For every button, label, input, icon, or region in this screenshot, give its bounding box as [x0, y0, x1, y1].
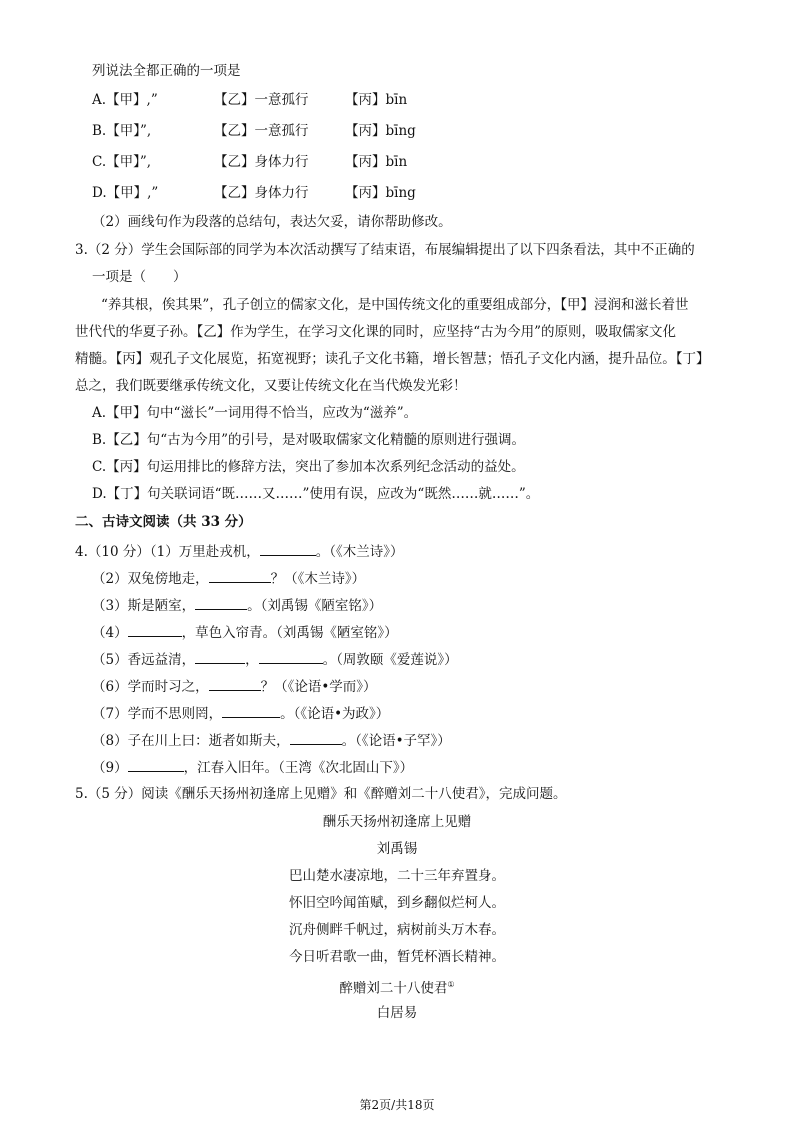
poem-line: 沉舟侧畔千帆过，病树前头万木春。 — [289, 922, 505, 938]
poem-author: 白居易 — [376, 1005, 418, 1021]
poem-title — [0, 976, 794, 998]
answer-blank — [222, 703, 280, 718]
q2-option-c — [92, 153, 512, 171]
q4-item-5 — [92, 649, 458, 669]
option-letter: D.【甲】,” — [92, 185, 159, 201]
option-bing: 【丙】bīng — [345, 123, 416, 139]
q3-option-d: D.【丁】句关联词语“既……又……”使用有误，应改为“既然……就……”。 — [92, 486, 540, 502]
q4-item-2 — [92, 568, 365, 588]
q2-option-a — [92, 91, 512, 109]
answer-blank — [259, 649, 323, 664]
q4-item-4 — [92, 622, 398, 642]
q3-stem-line1: 3.（2 分）学生会国际部的同学为本次活动撰写了结束语，布展编辑提出了以下四条看法，其中不正确的 — [75, 242, 695, 258]
answer-blank — [290, 730, 342, 745]
item-suffix: ？（《木兰诗》） — [270, 571, 366, 587]
item-prefix: （8）子在川上曰：逝者如斯夫， — [92, 733, 290, 749]
answer-blank — [209, 568, 271, 583]
answer-blank — [260, 541, 316, 556]
item-prefix: 4.（10 分）（1）万里赴戎机， — [75, 544, 260, 560]
item-prefix: （4） — [92, 625, 128, 641]
answer-blank — [195, 649, 245, 664]
option-bing: 【丙】bīn — [345, 154, 408, 170]
option-bing: 【丙】bīng — [345, 185, 416, 201]
q2-sub2: （2）画线句作为段落的总结句，表达欠妥，请你帮助修改。 — [92, 214, 452, 230]
q4-item-9 — [92, 757, 413, 777]
poem-author: 刘禹锡 — [376, 841, 418, 857]
q4-item-7 — [92, 703, 389, 723]
option-letter: B.【甲】”, — [92, 123, 152, 139]
page-number: 第2页/共18页 — [359, 1098, 435, 1112]
q3-option-a: A.【甲】句中“滋长”一词用得不恰当，应改为“滋养”。 — [92, 405, 418, 421]
q5-stem: 5.（5 分）阅读《酬乐天扬州初逢席上见赠》和《醉赠刘二十八使君》，完成问题。 — [75, 786, 567, 802]
poem-line: 今日听君歌一曲，暂凭杯酒长精神。 — [289, 949, 505, 965]
option-yi: 【乙】身体力行 — [214, 185, 309, 201]
q3-passage-line: 世代代的华夏子孙。【乙】作为学生，在学习文化课的同时，应坚持“古为今用”的原则，吸取儒家文化 — [75, 324, 677, 340]
item-prefix: （6）学而时习之， — [92, 679, 209, 695]
poem-title-text: 醉赠刘二十八使君 — [339, 980, 448, 997]
item-suffix: 。（《木兰诗》） — [315, 544, 404, 560]
answer-blank — [209, 676, 261, 691]
option-yi: 【乙】身体力行 — [214, 154, 309, 170]
option-yi: 【乙】一意孤行 — [214, 92, 309, 108]
footnote-marker: ① — [447, 980, 455, 989]
item-suffix: ？（《论语•学而》） — [260, 679, 377, 695]
q2-option-b — [92, 122, 512, 140]
item-prefix: （3）斯是陋室， — [92, 598, 196, 614]
answer-blank — [128, 622, 182, 637]
q4-item-1 — [75, 541, 403, 561]
option-letter: C.【甲】”, — [92, 154, 152, 170]
q3-option-c: C.【丙】句运用排比的修辞方法，突出了参加本次系列纪念活动的益处。 — [92, 459, 525, 475]
option-bing: 【丙】bīn — [345, 92, 408, 108]
item-suffix: 。（周敦颐《爱莲说》） — [322, 652, 458, 668]
item-prefix: （2）双兔傍地走， — [92, 571, 209, 587]
item-prefix: （5）香远益清， — [92, 652, 196, 668]
answer-blank — [195, 595, 247, 610]
q4-item-8 — [92, 730, 451, 750]
q3-passage-line: “养其根，俟其果”，孔子创立的儒家文化，是中国传统文化的重要组成部分，【甲】浸润和滋长着世 — [101, 297, 689, 313]
poem-title: 酬乐天扬州初逢席上见赠 — [322, 814, 472, 830]
q3-passage-line: 总之，我们既要继承传统文化，又要让传统文化在当代焕发光彩！ — [75, 378, 467, 394]
item-prefix: （7）学而不思则罔， — [92, 706, 223, 722]
item-suffix: ，江春入旧年。（王湾《次北固山下》） — [183, 760, 414, 776]
item-suffix: ，草色入帘青。（刘禹锡《陋室铭》） — [181, 625, 398, 641]
q3-passage-line: 精髓。【丙】观孔子文化展览，拓宽视野；读孔子文化书籍，增长智慧；悟孔子文化内涵，提升品位。【丁】 — [75, 351, 710, 367]
q3-option-b: B.【乙】句“古为今用”的引号，是对吸取儒家文化精髓的原则进行强调。 — [92, 432, 526, 448]
item-suffix: 。（《论语•为政》） — [280, 706, 390, 722]
item-suffix: 。（《论语•子罕》） — [341, 733, 451, 749]
poem-line: 巴山楚水凄凉地，二十三年弃置身。 — [289, 868, 505, 884]
q4-item-3 — [92, 595, 382, 615]
item-suffix: 。（刘禹锡《陋室铭》） — [247, 598, 383, 614]
q2-option-d — [92, 184, 512, 202]
q2-stem: 列说法全都正确的一项是 — [92, 63, 241, 79]
poem-line: 怀旧空吟闻笛赋，到乡翻似烂柯人。 — [289, 895, 505, 911]
q3-stem-line2: 一项是（ ） — [92, 269, 187, 285]
section-heading: 二、古诗文阅读（共 33 分） — [75, 514, 252, 530]
option-letter: A.【甲】,” — [92, 92, 158, 108]
answer-blank — [128, 757, 184, 772]
item-prefix: （9） — [92, 760, 128, 776]
q4-item-6 — [92, 676, 377, 696]
option-yi: 【乙】一意孤行 — [214, 123, 309, 139]
item-mid: ， — [245, 652, 259, 668]
